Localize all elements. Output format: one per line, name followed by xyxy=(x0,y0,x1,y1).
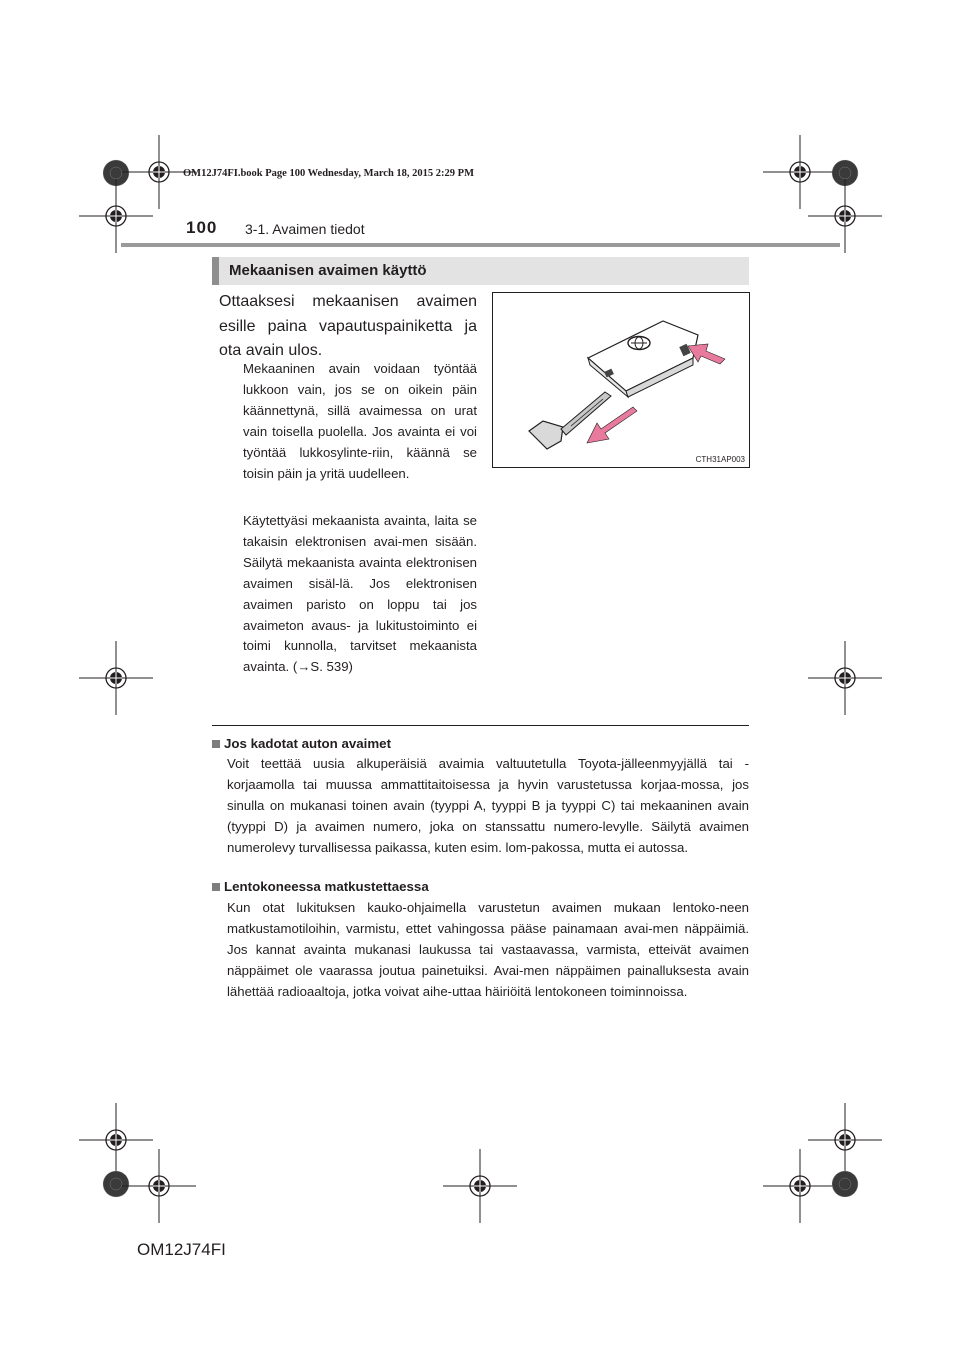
page-number: 100 xyxy=(186,218,218,237)
crosshair-icon xyxy=(79,179,153,253)
smart-key-illustration xyxy=(493,293,749,467)
section-title: 3-1. Avaimen tiedot xyxy=(245,221,365,237)
subsection-title: Jos kadotat auton avaimet xyxy=(224,736,391,751)
subsection-heading xyxy=(212,879,429,894)
crosshair-icon xyxy=(122,1149,196,1223)
key-illustration xyxy=(492,292,750,468)
divider xyxy=(212,725,749,726)
crosshair-icon xyxy=(808,641,882,715)
subsection-title: Lentokoneessa matkustettaessa xyxy=(224,879,429,894)
header-rule xyxy=(121,243,840,247)
registration-disc-icon xyxy=(103,1171,129,1197)
square-bullet-icon xyxy=(212,740,220,748)
push-arrow-icon xyxy=(688,344,725,364)
figure-code: CTH31AP003 xyxy=(695,455,745,464)
crosshair-icon xyxy=(808,179,882,253)
crosshair-icon xyxy=(808,1103,882,1177)
intro-paragraph: Ottaaksesi mekaanisen avaimen esille paina vapautuspainiketta ja ota avain ulos. xyxy=(219,293,477,359)
book-info-line: OM12J74FI.book Page 100 Wednesday, March 18, 2015 2:29 PM xyxy=(183,168,474,179)
footer-code: OM12J74FI xyxy=(137,1240,226,1259)
section-heading: Mekaanisen avaimen käyttö xyxy=(229,262,427,279)
key-insert-paragraph: Mekaaninen avain voidaan työntää lukkoon vain, jos se on oikein päin käännettynä, sillä avaimessa on urat vain toisella puolella. Jos avainta ei voi työntää lukkosylinte-riin, käännä se toisin päin ja yritä uudelleen. xyxy=(243,361,477,481)
registration-disc-icon xyxy=(832,1171,858,1197)
crosshair-icon xyxy=(763,135,837,209)
subsection-heading xyxy=(212,736,391,751)
square-bullet-icon xyxy=(212,883,220,891)
pull-arrow-icon xyxy=(587,407,637,443)
airplane-paragraph: Kun otat lukituksen kauko-ohjaimella varustetun avaimen mukaan lentoko-neen matkustamotiloihin, varmistu, ettet vahingossa pääse painamaan avai-men näppäimiä. Jos kannat avainta mukanasi laukussa tai vastaavassa, varmista, etteivät avaimen näppäimet ole vaarassa joutua painetuiksi. Avai-men näppäimen painalluksesta avain lähettää radioaaltoja, jotka voivat aihe-uttaa häiriöitä lentokoneen toiminnoissa. xyxy=(227,900,749,999)
section-heading-bar xyxy=(212,257,749,285)
crosshair-icon xyxy=(79,1103,153,1177)
crosshair-icon xyxy=(443,1149,517,1223)
key-storage-paragraph: Käytettyäsi mekaanista avainta, laita se takaisin elektronisen avai-men sisään. Säilytä mekaanista avainta elektronisen avaimen sisäl-lä. Jos elektronisen avaimen paristo on loppu tai jos avaimeton avaus- ja lukitustoiminto ei toimi kunnolla, tarvitset mekaanista avainta. (→S. 539) xyxy=(243,513,477,675)
crosshair-icon xyxy=(79,641,153,715)
crosshair-icon xyxy=(763,1149,837,1223)
lost-keys-paragraph: Voit teettää uusia alkuperäisiä avaimia valtuutetulla Toyota-jälleenmyyjällä tai -korjaamolla tai muussa ammattitaitoisessa ja hyvin varustetussa korjaa-mossa, jos sinulla on mukanasi toinen avain (tyyppi A, tyyppi B ja tyyppi C) tai mekaaninen avain (tyyppi D) ja avaimen numero, joka on stanssattu numero-levylle. Säilytä avaimen numerolevy turvallisessa paikassa, kuten esim. lom-pakossa, mutta ei autossa. xyxy=(227,756,749,855)
